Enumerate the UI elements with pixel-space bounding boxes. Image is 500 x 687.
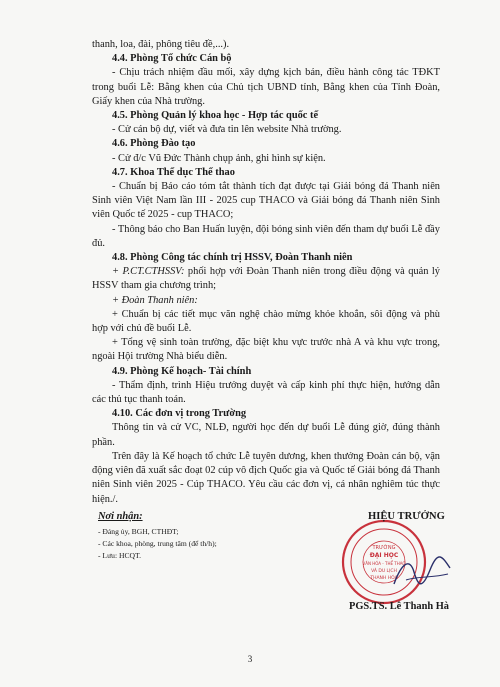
document-footer: [96, 510, 456, 620]
unit-label-doan-thanh-nien: + Đoàn Thanh niên:: [112, 294, 198, 306]
continued-line: thanh, loa, đài, phông tiêu đề,...).: [92, 39, 230, 50]
svg-text:TRƯỜNG: TRƯỜNG: [372, 545, 396, 551]
unit-label-ctcthssv: + P.CT.CTHSSV:: [112, 266, 185, 278]
section-4-7-heading: 4.7. Khoa Thể dục Thể thao: [112, 166, 235, 178]
section-4-4-heading: 4.4. Phòng Tổ chức Cán bộ: [112, 53, 232, 65]
recipients-title: Nơi nhận:: [98, 511, 143, 522]
signer-name: PGS.TS. Lê Thanh Hà: [349, 601, 449, 612]
section-4-8-heading: 4.8. Phòng Công tác chính trị HSSV, Đoàn Thanh niên: [112, 252, 353, 264]
svg-text:VÀ DU LỊCH: VÀ DU LỊCH: [371, 569, 397, 574]
section-4-10-text: Thông tin và cử VC, NLĐ, người học đến dự buổi Lễ đúng giờ, đúng thành phần.: [92, 422, 440, 448]
svg-text:THANH HÓA: THANH HÓA: [370, 576, 398, 581]
section-4-7-text-1: - Chuẩn bị Báo cáo tóm tắt thành tích đạt được tại Giải bóng đá Thanh niên Sinh viên Việt Nam lần III - 2025 cup THACO và Giải bóng đá Thanh niên Sinh viên Quốc tế 2025 - cup THACO;: [92, 181, 440, 221]
closing-paragraph: Trên đây là Kế hoạch tổ chức Lễ tuyên dương, khen thưởng Đoàn cán bộ, vận động viên đã xuất sắc đoạt 02 cúp vô địch Quốc gia và Quốc tế Giải bóng đá Thanh niên Sinh viên 2025 - Cúp THACO. Yêu cầu các đơn vị, cá nhân nghiêm túc thực hiện./.: [92, 450, 440, 505]
section-4-8-text-1: [92, 265, 440, 293]
section-4-6-heading: 4.6. Phòng Đào tạo: [112, 138, 196, 150]
recipient-item: - Các khoa, phòng, trung tâm (để th/h);: [98, 539, 217, 548]
svg-text:ĐẠI HỌC: ĐẠI HỌC: [369, 552, 399, 559]
section-4-9-text: - Thẩm định, trình Hiệu trưởng duyệt và cấp kinh phí thực hiện, hướng dẫn các thủ tục thanh toán.: [92, 379, 440, 406]
section-4-6-text: - Cử đ/c Vũ Đức Thành chụp ảnh, ghi hình sự kiện.: [112, 152, 326, 164]
section-4-7-text-2: - Thông báo cho Ban Huấn luyện, đội bóng sinh viên đến tham dự buổi Lễ đầy đủ.: [92, 223, 440, 249]
recipient-item: - Lưu: HCQT.: [98, 551, 141, 560]
section-4-8-text-3: + Tổng vệ sinh toàn trường, đặc biệt khu vực trước nhà A và khu vực trong, ngoài Hội trường Nhà biểu diễn.: [92, 337, 440, 363]
section-4-10-heading: 4.10. Các đơn vị trong Trường: [112, 408, 247, 420]
page-number: 3: [247, 654, 253, 664]
section-4-5-heading: 4.5. Phòng Quản lý khoa học - Hợp tác quốc tế: [112, 110, 319, 122]
recipient-item: - Đảng ủy, BGH, CTHĐT;: [98, 527, 179, 536]
handwritten-signature-icon: [388, 550, 458, 596]
signer-title: HIỆU TRƯỞNG: [368, 511, 445, 522]
section-4-4-text: - Chịu trách nhiệm đầu mối, xây dựng kịch bản, điều hành công tác TĐKT trong buổi Lễ: Bằng khen của Chủ tịch UBND tỉnh, Bằng khen của Tỉnh Đoàn, Giấy khen của Nhà trường.: [92, 67, 440, 107]
section-4-8-text-2: + Chuẩn bị các tiết mục văn nghệ chào mừng khỏe khoắn, sôi động và phù hợp với chủ đề buổi Lễ.: [92, 308, 440, 335]
section-4-5-text: - Cử cán bộ dự, viết và đưa tin lên website Nhà trường.: [112, 124, 342, 136]
unit-text-ctcthssv: phối hợp với Đoàn Thanh niên trong điều động và quản lý HSSV tham gia chương trình;: [92, 266, 440, 292]
section-4-9-heading: 4.9. Phòng Kế hoạch- Tài chính: [112, 365, 252, 377]
svg-text:VĂN HÓA - THỂ THAO: VĂN HÓA - THỂ THAO: [362, 561, 406, 566]
document-body: [92, 38, 440, 507]
